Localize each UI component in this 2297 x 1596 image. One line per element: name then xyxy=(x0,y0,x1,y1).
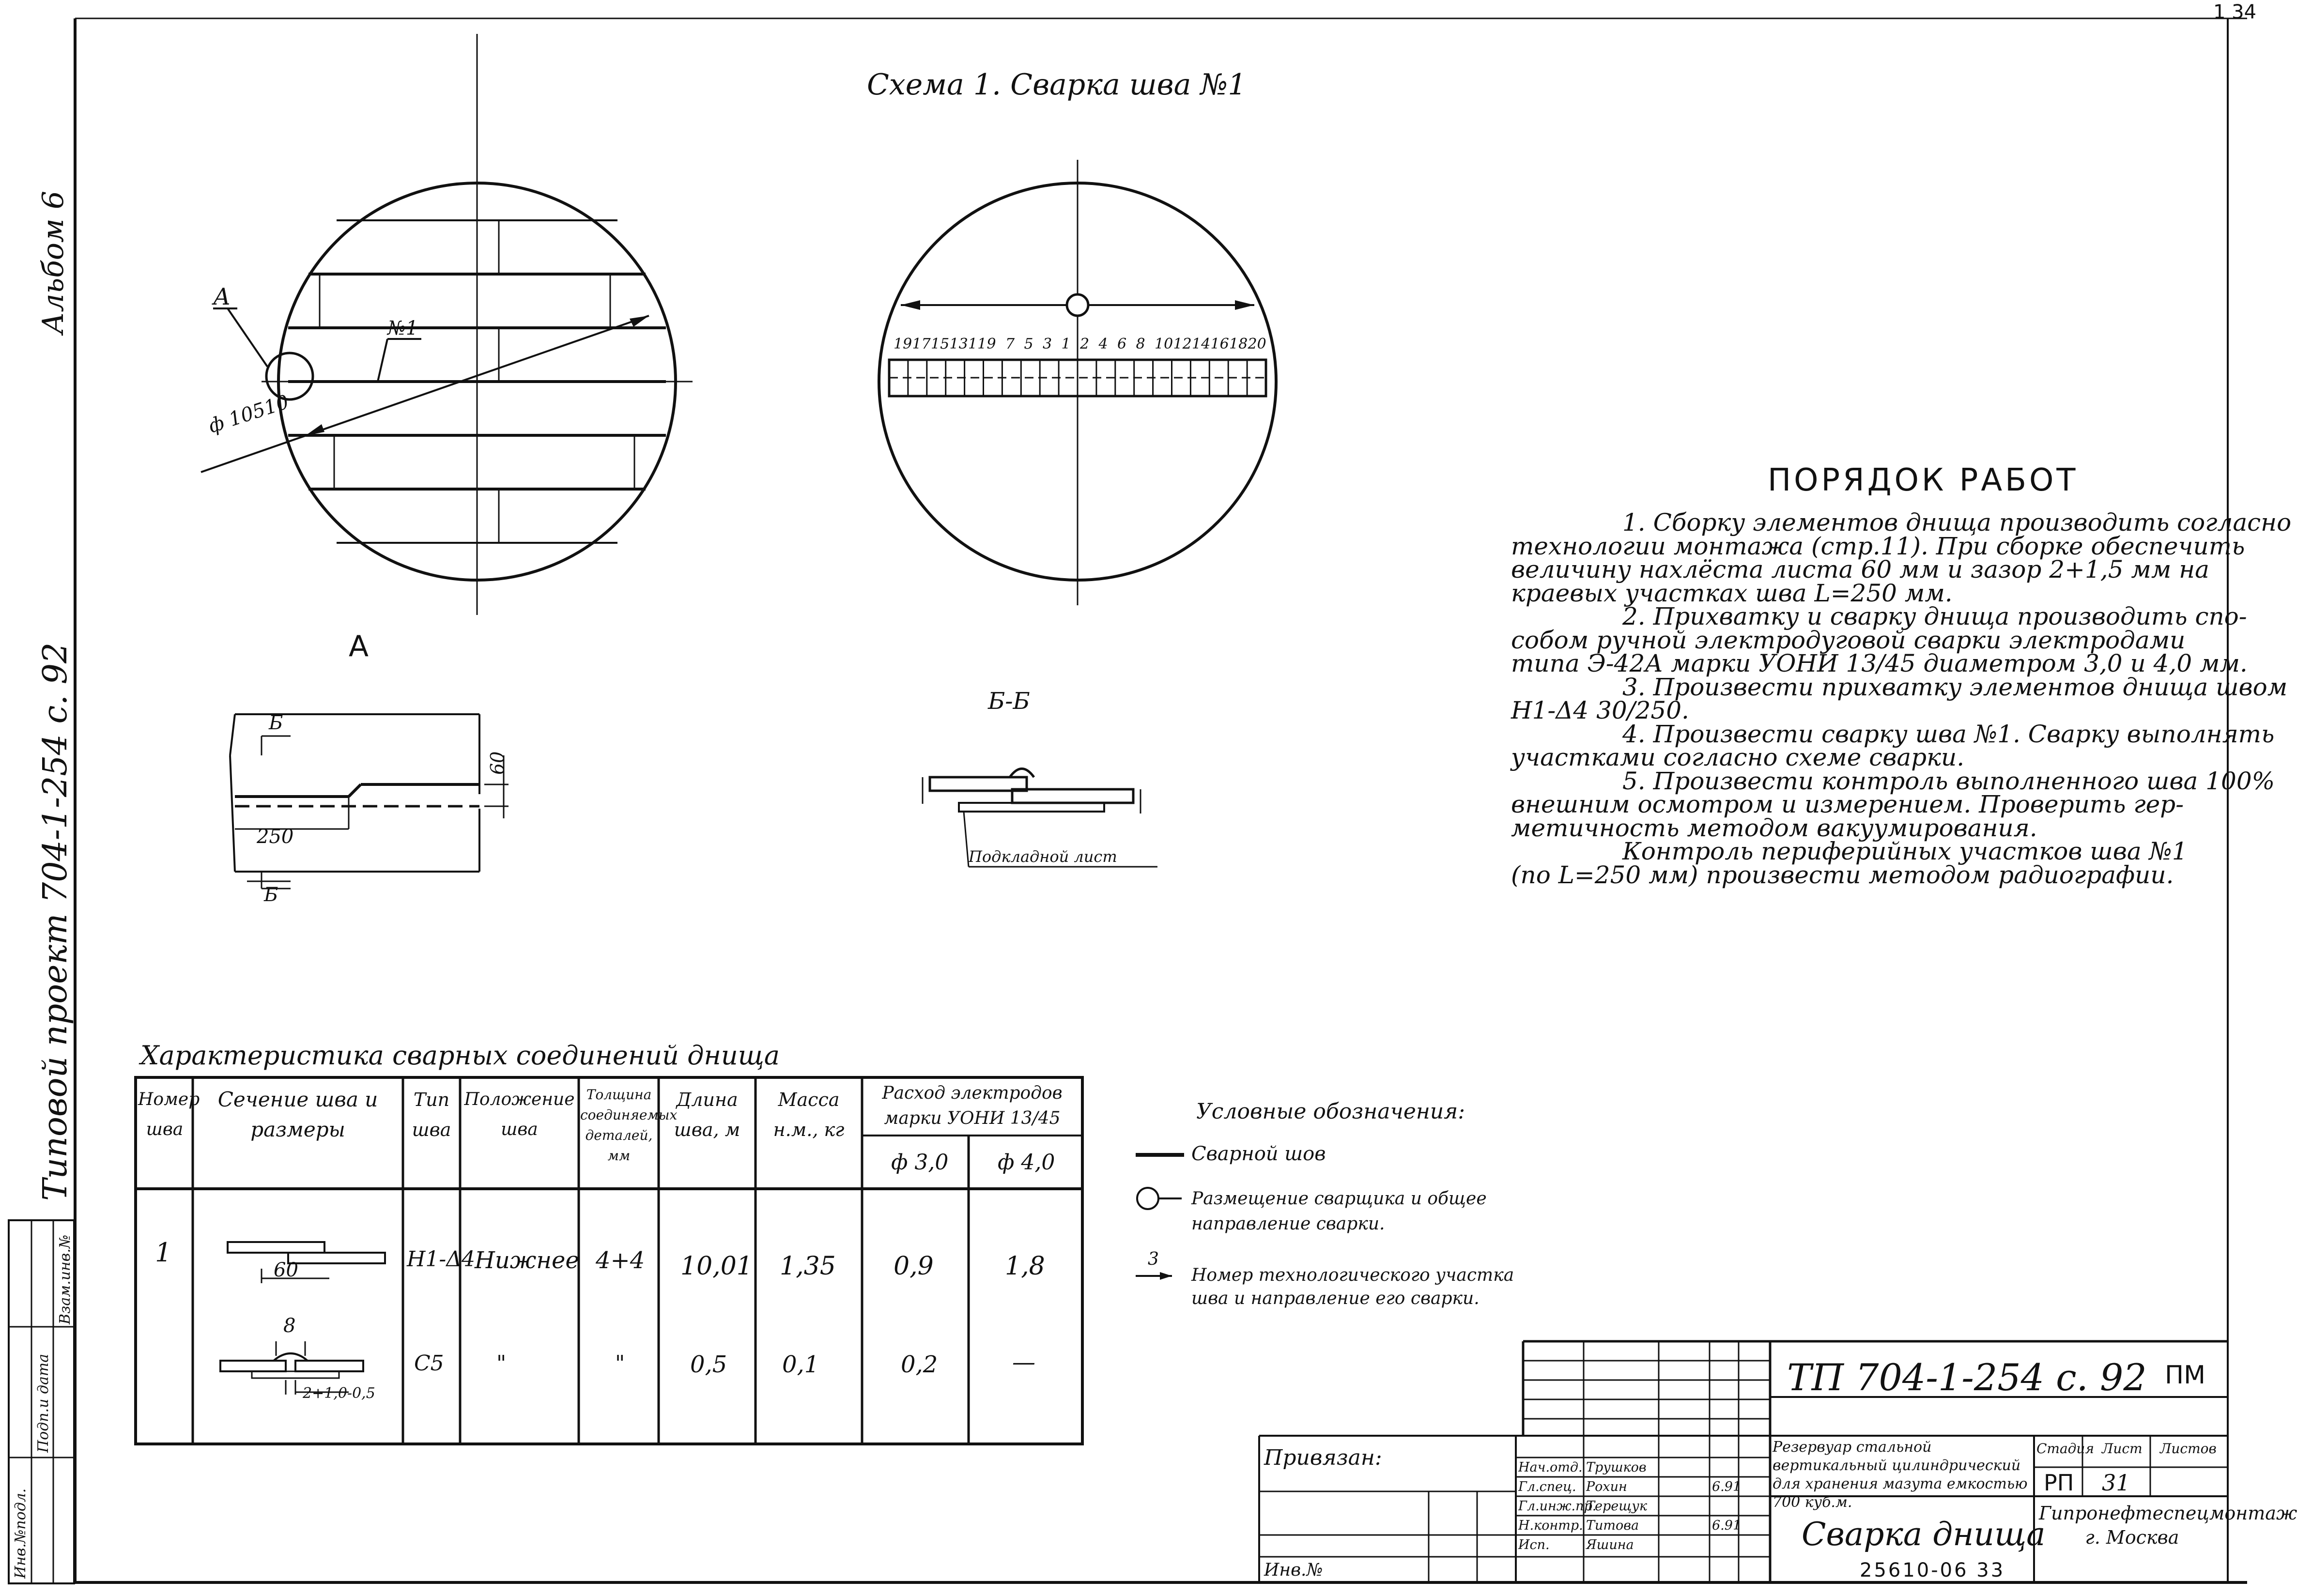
diameter-label: ф 10510 xyxy=(206,391,292,438)
work-order-line: собом ручной электродуговой сварки электродами xyxy=(1511,626,2186,654)
work-order-line: внешним осмотром и измерением. Проверить гер- xyxy=(1511,790,2184,818)
detail-a-dim-250: 250 xyxy=(257,826,294,848)
legend-item-weld: Сварной шов xyxy=(1191,1143,1326,1165)
work-order-line: величину нахлёста листа 60 мм и зазор 2+1,5 мм на xyxy=(1511,555,2209,583)
seam-number-label: 1 xyxy=(1061,336,1071,353)
cell-d30-1: 0,9 xyxy=(894,1252,934,1281)
seam-number-label: 12 xyxy=(1173,336,1192,353)
work-order-line: 1. Сборку элементов днища производить согласно xyxy=(1622,508,2292,537)
header-d40: ф 4,0 xyxy=(998,1150,1055,1175)
signature-date: 6.91 xyxy=(1712,1518,1742,1533)
seam-number-label: 8 xyxy=(1136,336,1145,353)
seam-no-label: №1 xyxy=(387,317,418,339)
cell-type-2: С5 xyxy=(414,1351,444,1376)
title-block-code: ТП 704-1-254 с. 92 xyxy=(1787,1356,2147,1399)
album-label: Альбом 6 xyxy=(36,190,70,334)
signature-role: Гл.спец. xyxy=(1518,1479,1576,1494)
seam-number-label: 2 xyxy=(1080,336,1090,353)
cell-mass-1: 1,35 xyxy=(780,1252,836,1281)
signature-name: Яшина xyxy=(1586,1537,1634,1552)
cell-dim-8: 8 xyxy=(283,1315,296,1337)
signature-name: Терещук xyxy=(1586,1499,1648,1514)
work-order-line: 4. Произвести сварку шва №1. Сварку выполнять xyxy=(1622,720,2275,748)
seam-number-label: 11 xyxy=(968,336,987,353)
cell-d40-2: — xyxy=(1012,1349,1035,1376)
detail-a-section-mark-top: Б xyxy=(269,712,283,734)
signature-name: Титова xyxy=(1586,1518,1639,1533)
legend-item-welder: Размещение сварщика и общее направление сварки. xyxy=(1191,1189,1487,1234)
detail-a-dim-60: 60 xyxy=(487,751,508,775)
work-order-heading: ПОРЯДОК РАБОТ xyxy=(1768,462,2079,498)
header-d30: ф 3,0 xyxy=(891,1150,949,1175)
seam-number-label: 20 xyxy=(1248,336,1266,353)
title-block-sheet: 31 xyxy=(2102,1470,2130,1496)
legend-item-section-no: Номер технологического участка шва и направление его сварки. xyxy=(1191,1265,1514,1308)
work-order-line: типа Э-42А марки УОНИ 13/45 диаметром 3,0 и 4,0 мм. xyxy=(1511,649,2248,677)
title-block-drawing-title: Сварка днища xyxy=(1802,1516,2046,1553)
title-block-bottom-number: 25610-06 33 xyxy=(1860,1559,2005,1581)
detail-a xyxy=(230,714,509,889)
header-type: Тип шва xyxy=(412,1089,451,1140)
seam-number-label: 9 xyxy=(987,336,996,353)
signature-name: Трушков xyxy=(1586,1460,1647,1475)
seam-number-label: 18 xyxy=(1229,336,1248,353)
legend-number-mark: 3 xyxy=(1148,1249,1159,1269)
header-thickness: Толщина соединяемых деталей, мм xyxy=(580,1087,678,1164)
seam-number-label: 15 xyxy=(931,336,950,353)
cell-d30-2: 0,2 xyxy=(901,1351,938,1378)
header-seam-no: Номер шва xyxy=(138,1090,200,1139)
corner-page-number: 1 34 xyxy=(2213,1,2257,23)
detail-a-section-mark-bottom: Б xyxy=(264,884,278,906)
cell-length-2: 0,5 xyxy=(690,1351,727,1378)
legend-symbols xyxy=(1136,1155,1184,1280)
stamp-inv-no: Инв.№подл. xyxy=(12,1488,29,1579)
seam-number-label: 5 xyxy=(1024,336,1033,353)
work-order-line: Н1-Δ4 30/250. xyxy=(1511,696,1689,724)
cell-d40-1: 1,8 xyxy=(1005,1252,1045,1281)
title-block-stage: РП xyxy=(2044,1470,2074,1496)
header-length: Длина шва, м xyxy=(674,1089,740,1140)
seam-number-label: 6 xyxy=(1117,336,1127,353)
title-block-code-suffix: ПМ xyxy=(2165,1361,2205,1390)
header-position: Положение шва xyxy=(464,1090,575,1139)
cell-type-1: Н1-Δ4 xyxy=(407,1247,476,1272)
detail-a-title: А xyxy=(349,629,369,663)
title-block-organization: Гипронефтеспецмонтаж г. Москва xyxy=(2039,1503,2297,1548)
work-order-line: Контроль периферийных участков шва №1 xyxy=(1622,837,2188,865)
signature-role: Исп. xyxy=(1518,1537,1550,1552)
project-label: Типовой проект 704-1-254 с. 92 xyxy=(36,642,75,1201)
signature-role: Нач.отд. xyxy=(1518,1460,1583,1475)
work-order-line: краевых участках шва L=250 мм. xyxy=(1511,579,1953,607)
seam-number-label: 7 xyxy=(1005,336,1015,353)
cell-dim-gap: 2+1,0-0,5 xyxy=(303,1385,375,1402)
title-block-inv-label: Инв.№ xyxy=(1264,1560,1323,1580)
weld-section-sketch-lap xyxy=(228,1242,385,1283)
signature-name: Рохин xyxy=(1586,1479,1627,1494)
seam-number-label: 10 xyxy=(1155,336,1173,353)
seam-number-label: 19 xyxy=(894,336,912,353)
stamp-signature-date: Подп.и дата xyxy=(35,1353,52,1453)
cell-dim-60: 60 xyxy=(274,1259,298,1281)
cell-position-2: " xyxy=(496,1351,507,1376)
cell-thickness-2: " xyxy=(615,1351,625,1376)
header-mass: Масса н.м., кг xyxy=(773,1089,845,1140)
callout-a-label: А xyxy=(213,283,231,310)
stamp-replaced-inv: Взам.инв.№ xyxy=(57,1234,74,1324)
seam-number-label: 14 xyxy=(1192,336,1211,353)
work-order-line: технологии монтажа (стр.11). При сборке обеспечить xyxy=(1511,532,2245,560)
signature-date: 6.91 xyxy=(1712,1479,1742,1494)
seam-number-label: 3 xyxy=(1043,336,1052,353)
seam-number-label: 17 xyxy=(912,336,931,353)
scheme-title: Схема 1. Сварка шва №1 xyxy=(867,68,1247,102)
cell-length-1: 10,01 xyxy=(680,1252,753,1281)
bottom-plan-circle xyxy=(201,34,693,615)
title-block-sheets-header: Листов xyxy=(2160,1441,2217,1457)
cell-seam-no: 1 xyxy=(155,1237,172,1268)
work-order-line: 3. Произвести прихватку элементов днища швом xyxy=(1622,673,2288,701)
seam-tick-marks xyxy=(889,360,1266,396)
work-order-line: метичность методом вакуумирования. xyxy=(1511,813,2037,842)
work-order-line: 2. Прихватку и сварку днища производить спо- xyxy=(1622,602,2247,630)
seam-number-label: 4 xyxy=(1098,336,1108,353)
title-block-stage-header: Стадия xyxy=(2036,1441,2094,1457)
seam-number-label: 13 xyxy=(949,336,968,353)
section-bb-title: Б-Б xyxy=(988,688,1030,715)
table-title: Характеристика сварных соединений днища xyxy=(140,1040,780,1071)
work-order-line: (по L=250 мм) произвести методом радиографии. xyxy=(1511,860,2174,889)
cell-position-1: Нижнее xyxy=(475,1247,579,1274)
title-block-approved: Привязан: xyxy=(1264,1445,1382,1470)
cell-thickness-1: 4+4 xyxy=(596,1247,645,1274)
signature-role: Гл.инж.пр. xyxy=(1518,1499,1597,1514)
cell-mass-2: 0,1 xyxy=(782,1351,819,1378)
work-order-line: участками согласно схеме сварки. xyxy=(1511,743,1965,771)
title-block-description: Резервуар стальной вертикальный цилиндрический для хранения мазута емкостью 700 куб.м. xyxy=(1773,1439,2028,1511)
title-block-sheet-header: Лист xyxy=(2102,1441,2143,1457)
backing-sheet-label: Подкладной лист xyxy=(969,847,1117,866)
header-section: Сечение шва и размеры xyxy=(217,1088,378,1141)
seam-number-label: 16 xyxy=(1210,336,1229,353)
header-consumption: Расход электродов марки УОНИ 13/45 xyxy=(882,1083,1063,1128)
work-order-line: 5. Произвести контроль выполненного шва 100% xyxy=(1622,767,2275,795)
signature-role: Н.контр. xyxy=(1518,1518,1583,1533)
legend-title: Условные обозначения: xyxy=(1196,1099,1465,1124)
